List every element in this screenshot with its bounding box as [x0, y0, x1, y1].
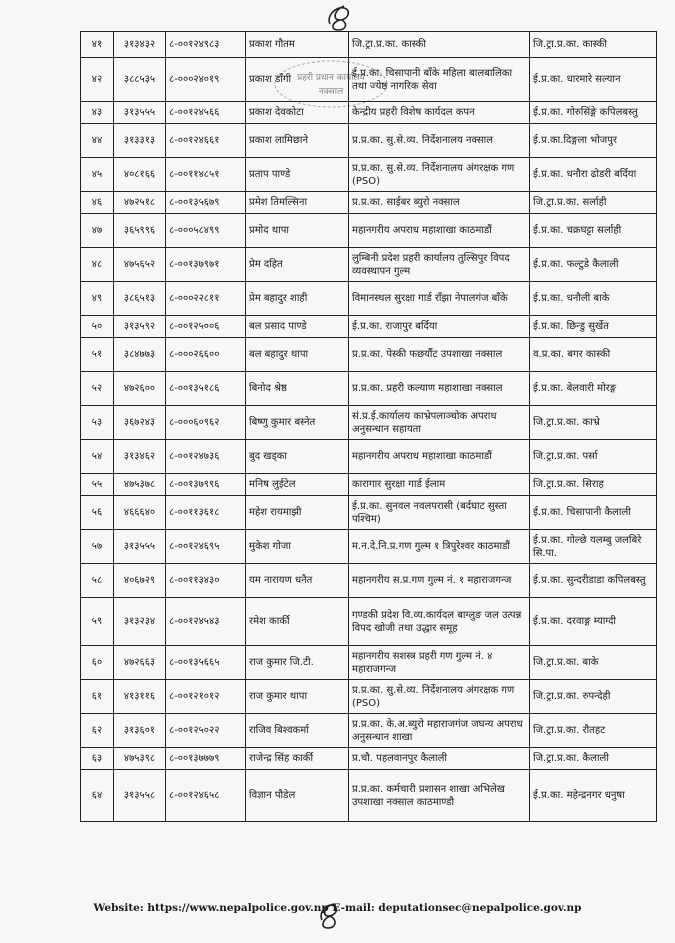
table-row: [81, 192, 657, 214]
current-office-cell: प्र.प्र.का. पेस्की फछर्यौट उपशाखा नक्साल: [349, 338, 530, 372]
serial-number-cell: ६२: [81, 714, 114, 748]
employee-name-cell: विज्ञान पौडेल: [246, 770, 349, 822]
table-row: [81, 158, 657, 192]
employee-id-cell: ३१३५५५: [114, 102, 166, 124]
serial-number-cell: ५२: [81, 372, 114, 406]
police-id-cell: ८-००१२४६५८: [166, 770, 246, 822]
current-office-cell: ई.प्र.का. चिसापानी बाँके महिला बालबालिका तथा ज्येष्ठ नागरिक सेवा: [349, 58, 530, 102]
table-row: [81, 748, 657, 770]
employee-name-cell: महेश रायमाझी: [246, 496, 349, 530]
assigned-office-cell: ई.प्र.का. दरवाङ्ग म्याग्दी: [530, 598, 657, 646]
serial-number-cell: ५५: [81, 474, 114, 496]
current-office-cell: प्र.प्र.का. साईबर ब्युरो नक्साल: [349, 192, 530, 214]
employee-id-cell: ३१३५५५: [114, 530, 166, 564]
assigned-office-cell: जि.ट्रा.प्र.का. कास्की: [530, 32, 657, 58]
table-row: [81, 102, 657, 124]
table-row: [81, 714, 657, 748]
stamp-line-2: नक्साल: [318, 87, 344, 97]
current-office-cell: प्र.प्र.का. कर्मचारी प्रशासन शाखा अभिलेख उपशाखा नक्साल काठमाण्डौ: [349, 770, 530, 822]
police-id-cell: ८-००११३४३०: [166, 564, 246, 598]
employee-name-cell: प्रकाश लामिछाने: [246, 124, 349, 158]
table-row: [81, 406, 657, 440]
police-id-cell: ८-००१३७९७१: [166, 248, 246, 282]
current-office-cell: विमानस्थल सुरक्षा गार्ड राँझा नेपालगंज बाँके: [349, 282, 530, 316]
police-id-cell: ८-००१३७९९६: [166, 474, 246, 496]
police-id-cell: ८-००११४८५१: [166, 158, 246, 192]
table-row: [81, 770, 657, 822]
assigned-office-cell: ई.प्र.का. गोल्छे यलम्बु जलबिरे सि.पा.: [530, 530, 657, 564]
police-id-cell: ८-००१३५१८६: [166, 372, 246, 406]
employee-name-cell: यम नारायण धनैत: [246, 564, 349, 598]
police-id-cell: ८-००१२१०१२: [166, 680, 246, 714]
assigned-office-cell: जि.ट्रा.प्र.का. काभ्रे: [530, 406, 657, 440]
current-office-cell: महानगरीय अपराध महाशाखा काठमाडौं: [349, 440, 530, 474]
employee-name-cell: मनिष लुईटेल: [246, 474, 349, 496]
police-id-cell: ८-००१२४५६६: [166, 102, 246, 124]
employee-name-cell: राज कुमार थापा: [246, 680, 349, 714]
employee-id-cell: ३१३४६२: [114, 440, 166, 474]
serial-number-cell: ५०: [81, 316, 114, 338]
employee-id-cell: ४०६७२९: [114, 564, 166, 598]
assigned-office-cell: ई.प्र.का. धनौली बाके: [530, 282, 657, 316]
assigned-office-cell: जि.ट्रा.प्र.का. रौतहट: [530, 714, 657, 748]
assigned-office-cell: जि.ट्रा.प्र.का. पर्सा: [530, 440, 657, 474]
stamp-line-1: प्रहरी प्रधान कार्यालय: [297, 73, 365, 83]
assigned-office-cell: जि.ट्रा.प्र.का. सर्लाही: [530, 192, 657, 214]
serial-number-cell: ५१: [81, 338, 114, 372]
table-row: [81, 372, 657, 406]
assigned-office-cell: जि.ट्रा.प्र.का. सिराह: [530, 474, 657, 496]
employee-name-cell: प्रकाश गौतम: [246, 32, 349, 58]
police-id-cell: ८-०००२२८११: [166, 282, 246, 316]
police-id-cell: ८-०००२४०१९: [166, 58, 246, 102]
serial-number-cell: ४४: [81, 124, 114, 158]
assigned-office-cell: जि.ट्रा.प्र.का. कैलाली: [530, 748, 657, 770]
assigned-office-cell: जि.ट्रा.प्र.का. रुपन्देही: [530, 680, 657, 714]
employee-id-cell: ४६६६४०: [114, 496, 166, 530]
serial-number-cell: ६१: [81, 680, 114, 714]
table-row: [81, 58, 657, 102]
serial-number-cell: ४६: [81, 192, 114, 214]
assigned-office-cell: ई.प्र.का. बेलवारी मोरङ्ग: [530, 372, 657, 406]
police-id-cell: ८-००१२४७३६: [166, 440, 246, 474]
current-office-cell: केन्द्रीय प्रहरी विशेष कार्यदल कपन: [349, 102, 530, 124]
employee-name-cell: प्रकाश देवकोटा: [246, 102, 349, 124]
serial-number-cell: ५९: [81, 598, 114, 646]
police-id-cell: ८-००१२५०२२: [166, 714, 246, 748]
police-id-cell: ८-००१२४५४३: [166, 598, 246, 646]
table-row: [81, 338, 657, 372]
current-office-cell: प्र.प्र.का. सु.से.व्य. निर्देशनालय अंगरक्षक गण (PSO): [349, 158, 530, 192]
police-id-cell: ८-००१२५००६: [166, 316, 246, 338]
table-row: [81, 680, 657, 714]
employee-id-cell: ४७२६६३: [114, 646, 166, 680]
table-row: [81, 598, 657, 646]
police-id-cell: ८-००११३६१८: [166, 496, 246, 530]
current-office-cell: प्र.चौ. पहलवानपुर कैलाली: [349, 748, 530, 770]
serial-number-cell: ५३: [81, 406, 114, 440]
serial-number-cell: ४३: [81, 102, 114, 124]
employee-id-cell: ४७५६५२: [114, 248, 166, 282]
current-office-cell: जि.ट्रा.प्र.का. कास्की: [349, 32, 530, 58]
employee-name-cell: बिष्णु कुमार बस्नेत: [246, 406, 349, 440]
police-id-cell: ८-००१२४९८३: [166, 32, 246, 58]
employee-name-cell: प्रेम दहित: [246, 248, 349, 282]
current-office-cell: म.न.दे.नि.प्र.गण गुल्म १ त्रिपुरेश्वर काठमाडौं: [349, 530, 530, 564]
serial-number-cell: ४२: [81, 58, 114, 102]
employee-id-cell: ३१३३१३: [114, 124, 166, 158]
employee-id-cell: ४०८१६६: [114, 158, 166, 192]
police-id-cell: ८-०००५८४९९: [166, 214, 246, 248]
signature-mark-top: [322, 2, 356, 32]
footer-contact: Website: https://www.nepalpolice.gov.np E-mail: deputationsec@nepalpolice.gov.np: [93, 902, 582, 914]
current-office-cell: प्र.प्र.का. सु.से.व्य. निर्देशनालय अंगरक्षक गण (PSO): [349, 680, 530, 714]
employee-name-cell: प्रमेश तिमल्सिना: [246, 192, 349, 214]
serial-number-cell: ४७: [81, 214, 114, 248]
table-row: [81, 282, 657, 316]
current-office-cell: गण्डकी प्रदेश वि.व्य.कार्यदल बाग्लुङ जल उत्पन्न विपद खोजी तथा उद्धार समूह: [349, 598, 530, 646]
serial-number-cell: ६०: [81, 646, 114, 680]
table-row: [81, 124, 657, 158]
serial-number-cell: ६४: [81, 770, 114, 822]
assigned-office-cell: ई.प्र.का. फल्टुडे कैलाली: [530, 248, 657, 282]
assigned-office-cell: ई.प्र.का. गोरुसिंङ्गे कपिलबस्तु: [530, 102, 657, 124]
employee-id-cell: ४७२५१८: [114, 192, 166, 214]
serial-number-cell: ५८: [81, 564, 114, 598]
police-id-cell: ८-००१३५६७९: [166, 192, 246, 214]
table-row: [81, 248, 657, 282]
employee-id-cell: ३८६५१३: [114, 282, 166, 316]
police-id-cell: ८-०००२६६००: [166, 338, 246, 372]
current-office-cell: ई.प्र.का. राजापुर बर्दिया: [349, 316, 530, 338]
assigned-office-cell: ई.प्र.का. धनौरा ढोडरी बर्दिया: [530, 158, 657, 192]
employee-id-cell: ३६७२४३: [114, 406, 166, 440]
assigned-office-cell: ई.प्र.का. धारमारे सल्यान: [530, 58, 657, 102]
serial-number-cell: ४५: [81, 158, 114, 192]
employee-id-cell: ४७५३७८: [114, 474, 166, 496]
employee-id-cell: ३८४७७३: [114, 338, 166, 372]
police-id-cell: ८-००१२४६६१: [166, 124, 246, 158]
table-row: [81, 32, 657, 58]
employee-name-cell: प्रमोद थापा: [246, 214, 349, 248]
employee-id-cell: ४१३११६: [114, 680, 166, 714]
employee-id-cell: ३१३२३४: [114, 598, 166, 646]
current-office-cell: लुम्बिनी प्रदेश प्रहरी कार्यालय तुल्सिपुर विपद व्यवस्थापन गुल्म: [349, 248, 530, 282]
employee-name-cell: राज कुमार जि.टी.: [246, 646, 349, 680]
table-row: [81, 474, 657, 496]
current-office-cell: महानगरीय अपराध महाशाखा काठमाडौं: [349, 214, 530, 248]
assigned-office-cell: ई.प्र.का. सुन्दरीडाडा कपिलबस्तु: [530, 564, 657, 598]
employee-name-cell: बिनोद श्रेष्ठ: [246, 372, 349, 406]
employee-id-cell: ३१३६०१: [114, 714, 166, 748]
assigned-office-cell: ई.प्र.का. चिसापानी कैलाली: [530, 496, 657, 530]
employee-name-cell: बल बहादुर थापा: [246, 338, 349, 372]
assigned-office-cell: ई.प्र.का. छिन्डु सुर्खेत: [530, 316, 657, 338]
police-id-cell: ८-०००६०९६२: [166, 406, 246, 440]
employee-id-cell: ३६५९९६: [114, 214, 166, 248]
assigned-office-cell: जि.ट्रा.प्र.का. बाके: [530, 646, 657, 680]
table-row: [81, 530, 657, 564]
employee-name-cell: राजिव बिश्वकर्मा: [246, 714, 349, 748]
employee-name-cell: प्रेम बहादुर शाही: [246, 282, 349, 316]
current-office-cell: महानगरीय सशस्त्र प्रहरी गण गुल्म नं. ४ महाराजगन्ज: [349, 646, 530, 680]
table-row: [81, 646, 657, 680]
assigned-office-cell: ई.प्र.का. चक्रघट्टा सर्लाही: [530, 214, 657, 248]
current-office-cell: कारागार सुरक्षा गार्ड ईलाम: [349, 474, 530, 496]
serial-number-cell: ५६: [81, 496, 114, 530]
current-office-cell: सं.प्र.ई.कार्यालय काभ्रेपलाञ्चोक अपराध अनुसन्धान सहायता: [349, 406, 530, 440]
employee-name-cell: राजेन्द्र सिंह कार्की: [246, 748, 349, 770]
current-office-cell: महानगरीय स.प्र.गण गुल्म नं. १ महाराजगन्ज: [349, 564, 530, 598]
assigned-office-cell: ई.प्र.का.दिङ्गला भोजपुर: [530, 124, 657, 158]
employee-id-cell: ३१३५९२: [114, 316, 166, 338]
employee-id-cell: ३१३४३२: [114, 32, 166, 58]
table-row: [81, 564, 657, 598]
table-row: [81, 214, 657, 248]
table-row: [81, 316, 657, 338]
police-id-cell: ८-००१२४६९५: [166, 530, 246, 564]
transfer-table-body: [81, 32, 657, 822]
current-office-cell: प्र.प्र.का. के.अ.ब्युरो महाराजगंज जघन्य अपराध अनुसन्धान शाखा: [349, 714, 530, 748]
table-row: [81, 496, 657, 530]
transfer-table: [80, 31, 657, 822]
employee-name-cell: प्रकाश डाँगी: [246, 58, 349, 102]
current-office-cell: प्र.प्र.का. प्रहरी कल्याण महाशाखा नक्साल: [349, 372, 530, 406]
serial-number-cell: ४९: [81, 282, 114, 316]
assigned-office-cell: व.प्र.का. बगर कास्की: [530, 338, 657, 372]
serial-number-cell: ४१: [81, 32, 114, 58]
serial-number-cell: ५७: [81, 530, 114, 564]
serial-number-cell: ६३: [81, 748, 114, 770]
employee-id-cell: ४७२६००: [114, 372, 166, 406]
assigned-office-cell: ई.प्र.का. महेन्द्रनगर धनुषा: [530, 770, 657, 822]
serial-number-cell: ५४: [81, 440, 114, 474]
employee-id-cell: ३१३५५८: [114, 770, 166, 822]
table-row: [81, 440, 657, 474]
employee-name-cell: रमेश कार्की: [246, 598, 349, 646]
police-id-cell: ८-००१३५६६५: [166, 646, 246, 680]
serial-number-cell: ४८: [81, 248, 114, 282]
current-office-cell: प्र.प्र.का. सु.से.व्य. निर्देशनालय नक्साल: [349, 124, 530, 158]
employee-id-cell: ४७५३९८: [114, 748, 166, 770]
employee-id-cell: ३८८५३५: [114, 58, 166, 102]
police-id-cell: ८-००१३७७७९: [166, 748, 246, 770]
employee-name-cell: प्रताप पाण्डे: [246, 158, 349, 192]
employee-name-cell: मुकेश गोजा: [246, 530, 349, 564]
current-office-cell: ई.प्र.का. सुनवल नवलपरासी (बर्दघाट सुस्ता पश्चिम): [349, 496, 530, 530]
employee-name-cell: बल प्रसाद पाण्डे: [246, 316, 349, 338]
employee-name-cell: बुद खड्का: [246, 440, 349, 474]
